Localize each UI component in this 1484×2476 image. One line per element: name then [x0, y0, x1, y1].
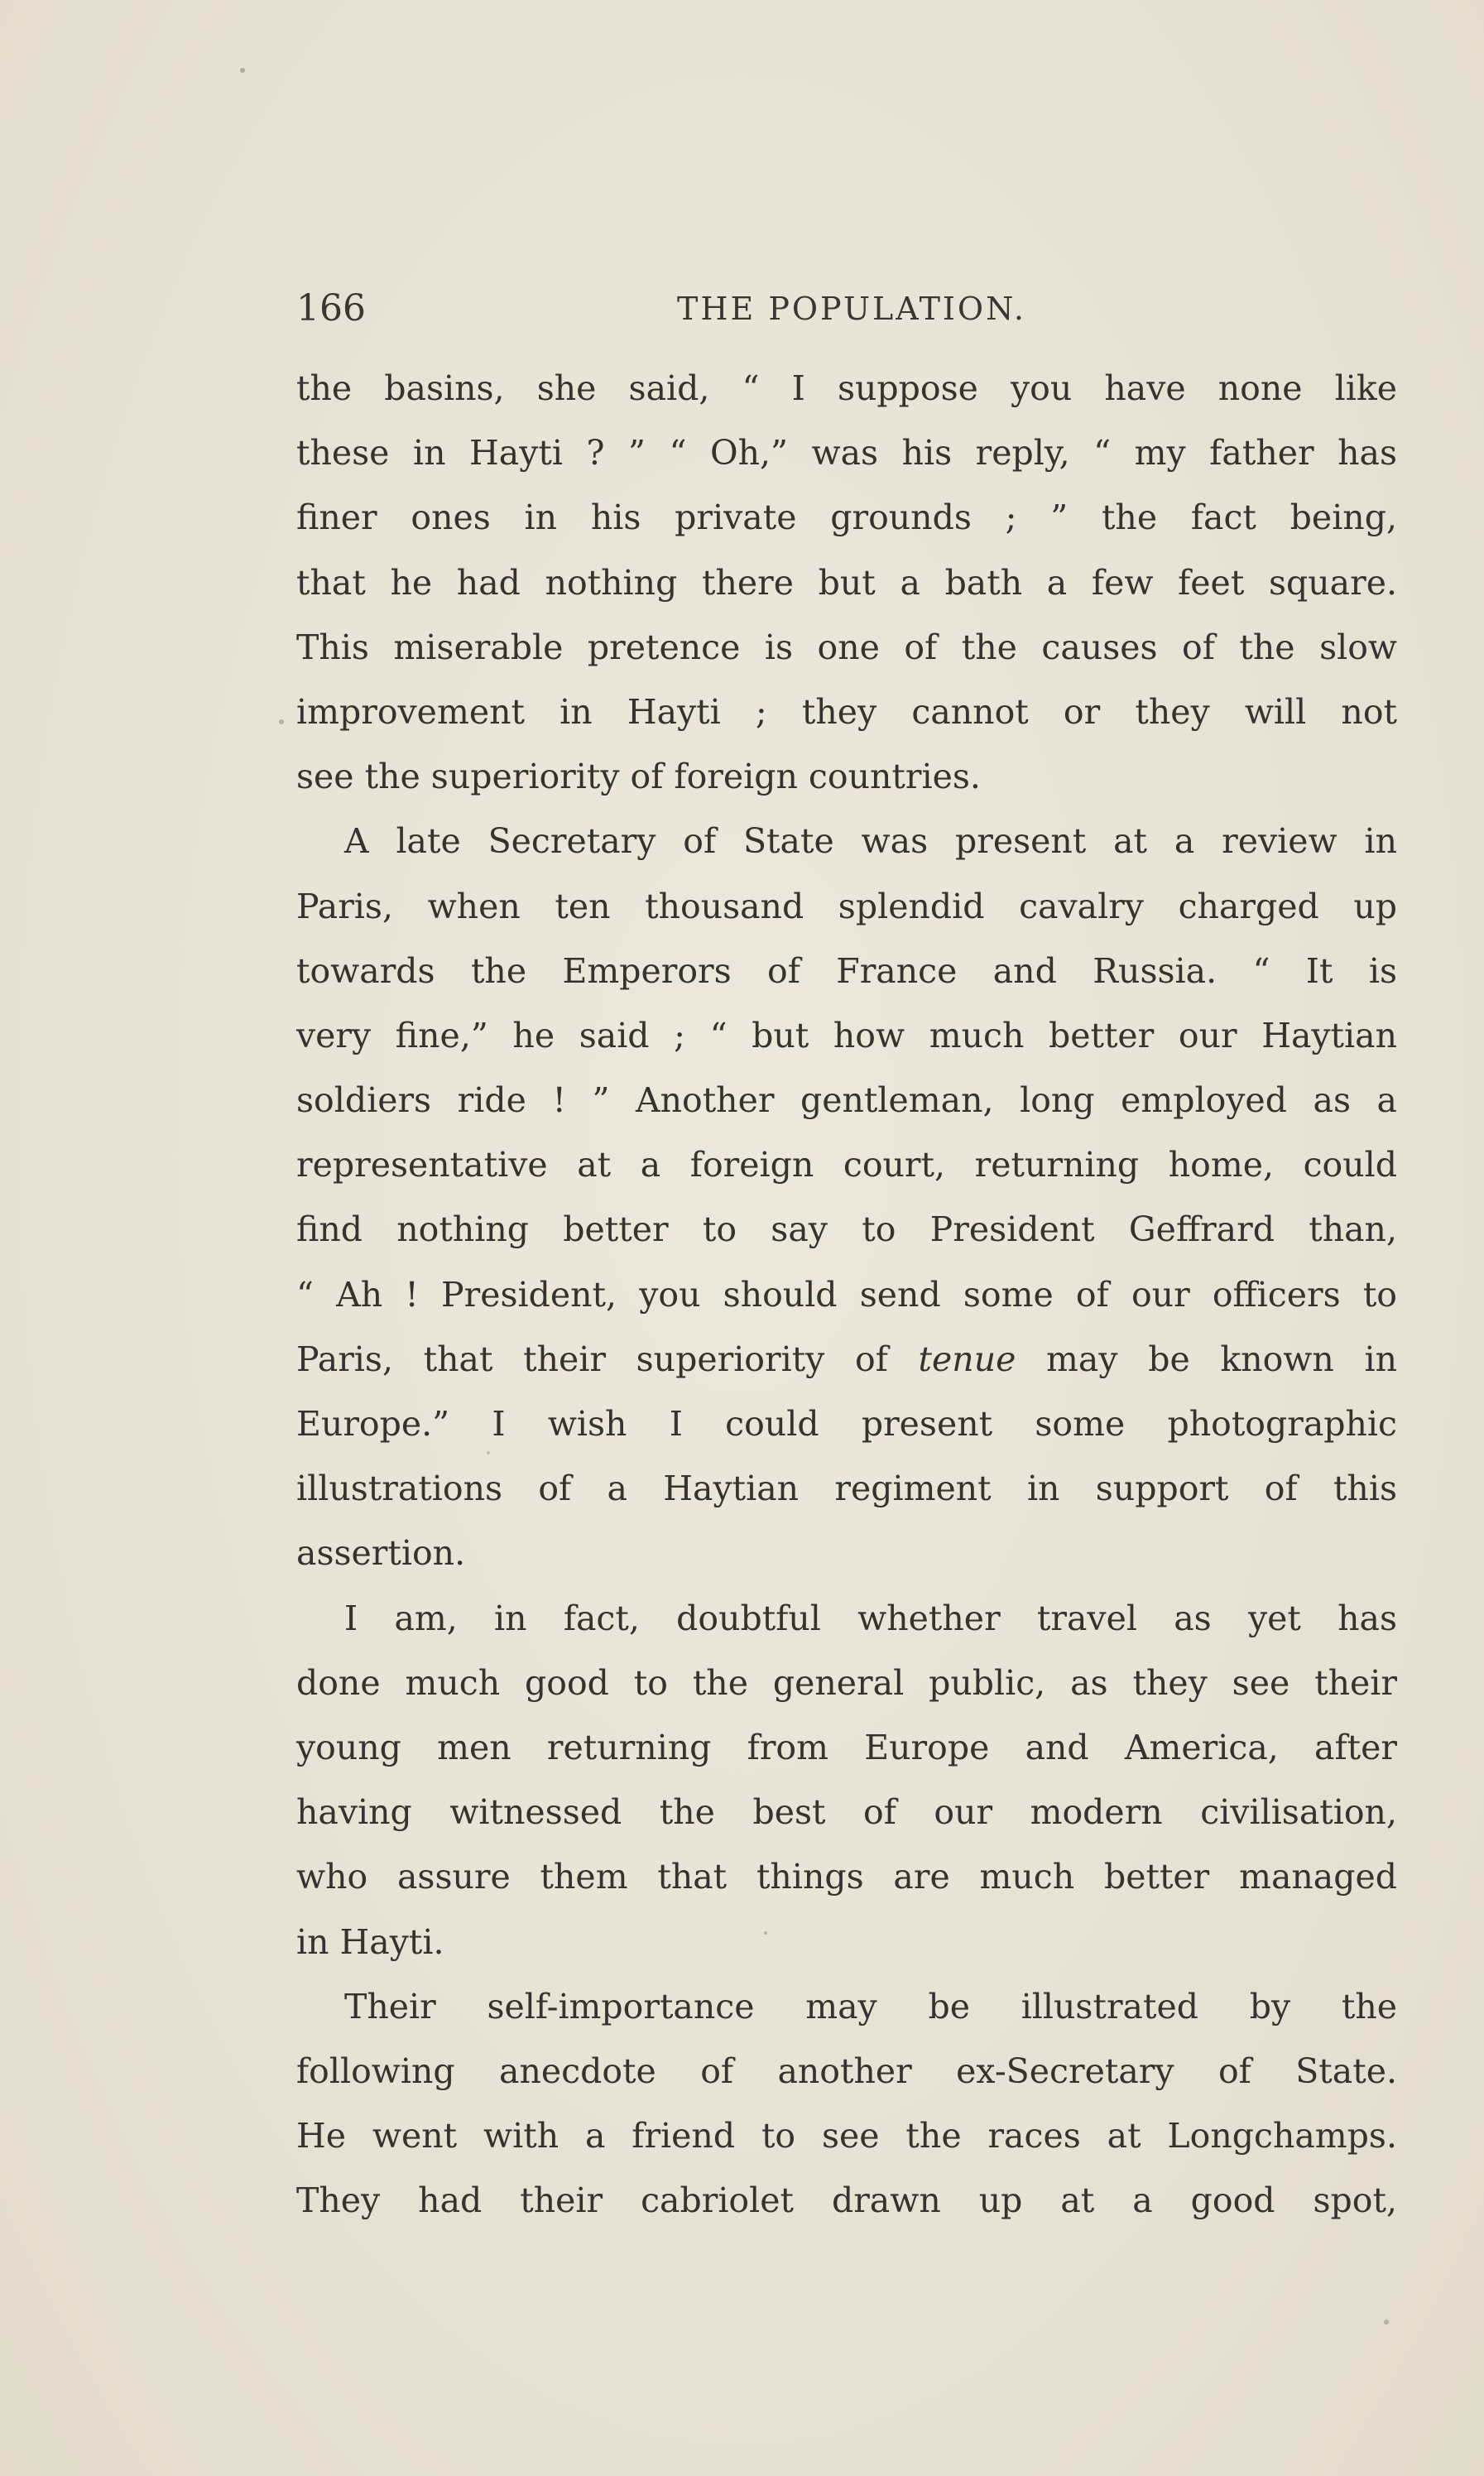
text-fragment: Paris, that their superiority of	[296, 1339, 919, 1379]
text-line-with-italic	[296, 1327, 1397, 1392]
paper-speck	[279, 719, 284, 724]
text-line: Paris, when ten thousand splendid cavalry charged up	[296, 886, 1397, 926]
text-line: who assure them that things are much better managed	[296, 1857, 1397, 1897]
text-line: towards the Emperors of France and Russia. “ It is	[296, 950, 1397, 991]
text-line: the basins, she said, “ I suppose you have none like	[296, 368, 1397, 408]
text-line: having witnessed the best of our modern civilisation,	[296, 1792, 1397, 1833]
text-line: young men returning from Europe and America, after	[296, 1727, 1397, 1767]
paper-speck	[240, 68, 245, 73]
page-number: 166	[296, 287, 366, 329]
text-line: soldiers ride ! ” Another gentleman, long employed as a	[296, 1080, 1397, 1121]
paragraph-first-line: A late Secretary of State was present at a review in	[344, 821, 1397, 862]
text-line: improvement in Hayti ; they cannot or they will not	[296, 691, 1397, 732]
text-line: these in Hayti ? ” “ Oh,” was his reply, “ my father has	[296, 433, 1397, 474]
text-line: following anecdote of another ex-Secretary of State.	[296, 2051, 1397, 2091]
text-line: This miserable pretence is one of the causes of the slow	[296, 627, 1397, 667]
text-line: assertion.	[296, 1533, 466, 1574]
text-line: representative at a foreign court, returning home, could	[296, 1145, 1397, 1185]
text-line: He went with a friend to see the races at Longchamps.	[296, 2116, 1397, 2156]
text-line: done much good to the general public, as they see their	[296, 1662, 1397, 1703]
text-fragment: may be known in	[1016, 1339, 1398, 1379]
text-line: that he had nothing there but a bath a few feet square.	[296, 562, 1397, 603]
body-text	[296, 356, 1397, 2233]
text-line: in Hayti.	[296, 1921, 444, 1962]
text-line: find nothing better to say to President Geffrard than,	[296, 1209, 1397, 1250]
running-title: THE POPULATION.	[677, 291, 1026, 327]
text-line: see the superiority of foreign countries.	[296, 757, 981, 797]
text-line: “ Ah ! President, you should send some of our officers to	[296, 1274, 1397, 1315]
paragraph-first-line: I am, in fact, doubtful whether travel as yet has	[344, 1598, 1397, 1638]
text-line: They had their cabriolet drawn up at a good spot,	[296, 2180, 1397, 2221]
paper-speck	[1384, 2320, 1389, 2325]
running-head	[296, 272, 1407, 346]
paragraph-first-line: Their self-importance may be illustrated by the	[344, 1986, 1397, 2026]
text-line: illustrations of a Haytian regiment in support of this	[296, 1469, 1397, 1509]
text-line: Europe.” I wish I could present some photographic	[296, 1404, 1397, 1444]
text-line: finer ones in his private grounds ; ” the fact being,	[296, 498, 1397, 538]
italic-word-tenue: tenue	[918, 1339, 1016, 1379]
text-line: very fine,” he said ; “ but how much better our Haytian	[296, 1015, 1397, 1055]
